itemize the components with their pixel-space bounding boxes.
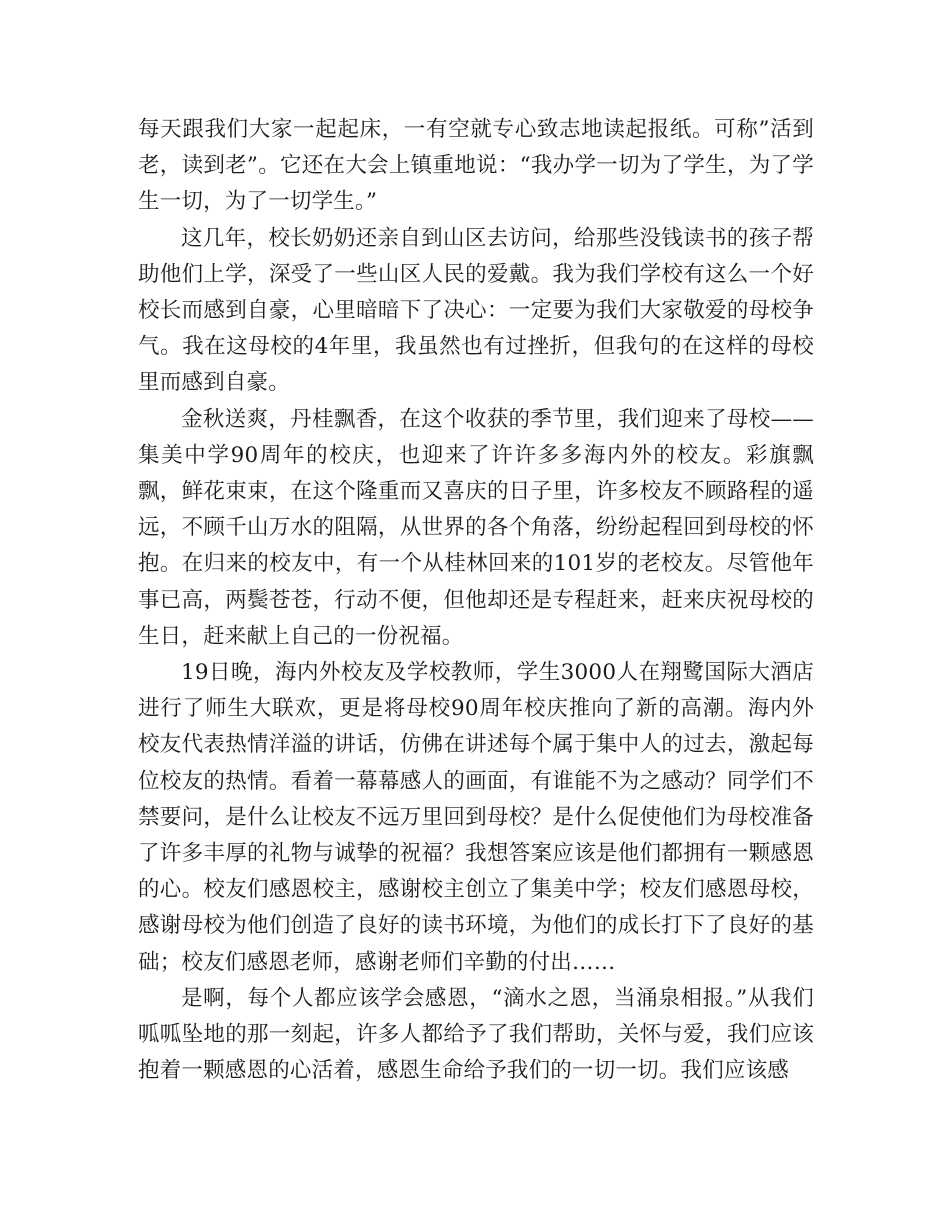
paragraph-3: 金秋送爽，丹桂飘香，在这个收获的季节里，我们迎来了母校——集美中学90周年的校庆，也迎来了许许多多海内外的校友。彩旗飘飘，鲜花束束，在这个隆重而又喜庆的日子里，许多校友不顾路程的遥远，不顾千山万水的阻隔，从世界的各个角落，纷纷起程回到母校的怀抱。在归来的校友中，有一个从桂林回来的101岁的老校友。尽管他年事已高，两鬓苍苍，行动不便，但他却还是专程赶来，赶来庆祝母校的生日，赶来献上自己的一份祝福。 <box>138 406 814 649</box>
paragraph-2: 这几年，校长奶奶还亲自到山区去访问，给那些没钱读书的孩子帮助他们上学，深受了一些山区人民的爱戴。我为我们学校有这么一个好校长而感到自豪，心里暗暗下了决心：一定要为我们大家敬爱的母校争气。我在这母校的4年里，我虽然也有过挫折，但我句的在这样的母校里而感到自豪。 <box>138 225 814 396</box>
paragraph-1: 每天跟我们大家一起起床，一有空就专心致志地读起报纸。可称”活到老，读到老”。它还在大会上镇重地说：“我办学一切为了学生，为了学生一切，为了一切学生。” <box>138 117 814 215</box>
document-body <box>138 112 814 1089</box>
paragraph-5: 是啊，每个人都应该学会感恩，“滴水之恩，当涌泉相报。”从我们呱呱坠地的那一刻起，许多人都给予了我们帮助，关怀与爱，我们应该抱着一颗感恩的心活着，感恩生命给予我们的一切一切。我们应该感 <box>138 985 814 1084</box>
paragraph-4: 19日晚，海内外校友及学校教师，学生3000人在翔鹭国际大酒店进行了师生大联欢，更是将母校90周年校庆推向了新的高潮。海内外校友代表热情洋溢的讲话，仿佛在讲述每个属于集中人的过去，激起每位校友的热情。看着一幕幕感人的画面，有谁能不为之感动？同学们不禁要问，是什么让校友不远万里回到母校？是什么促使他们为母校准备了许多丰厚的礼物与诚挚的祝福？我想答案应该是他们都拥有一颗感恩的心。校友们感恩校主，感谢校主创立了集美中学；校友们感恩母校，感谢母校为他们创造了良好的读书环境，为他们的成长打下了良好的基础；校友们感恩老师，感谢老师们辛勤的付出…… <box>138 660 814 975</box>
